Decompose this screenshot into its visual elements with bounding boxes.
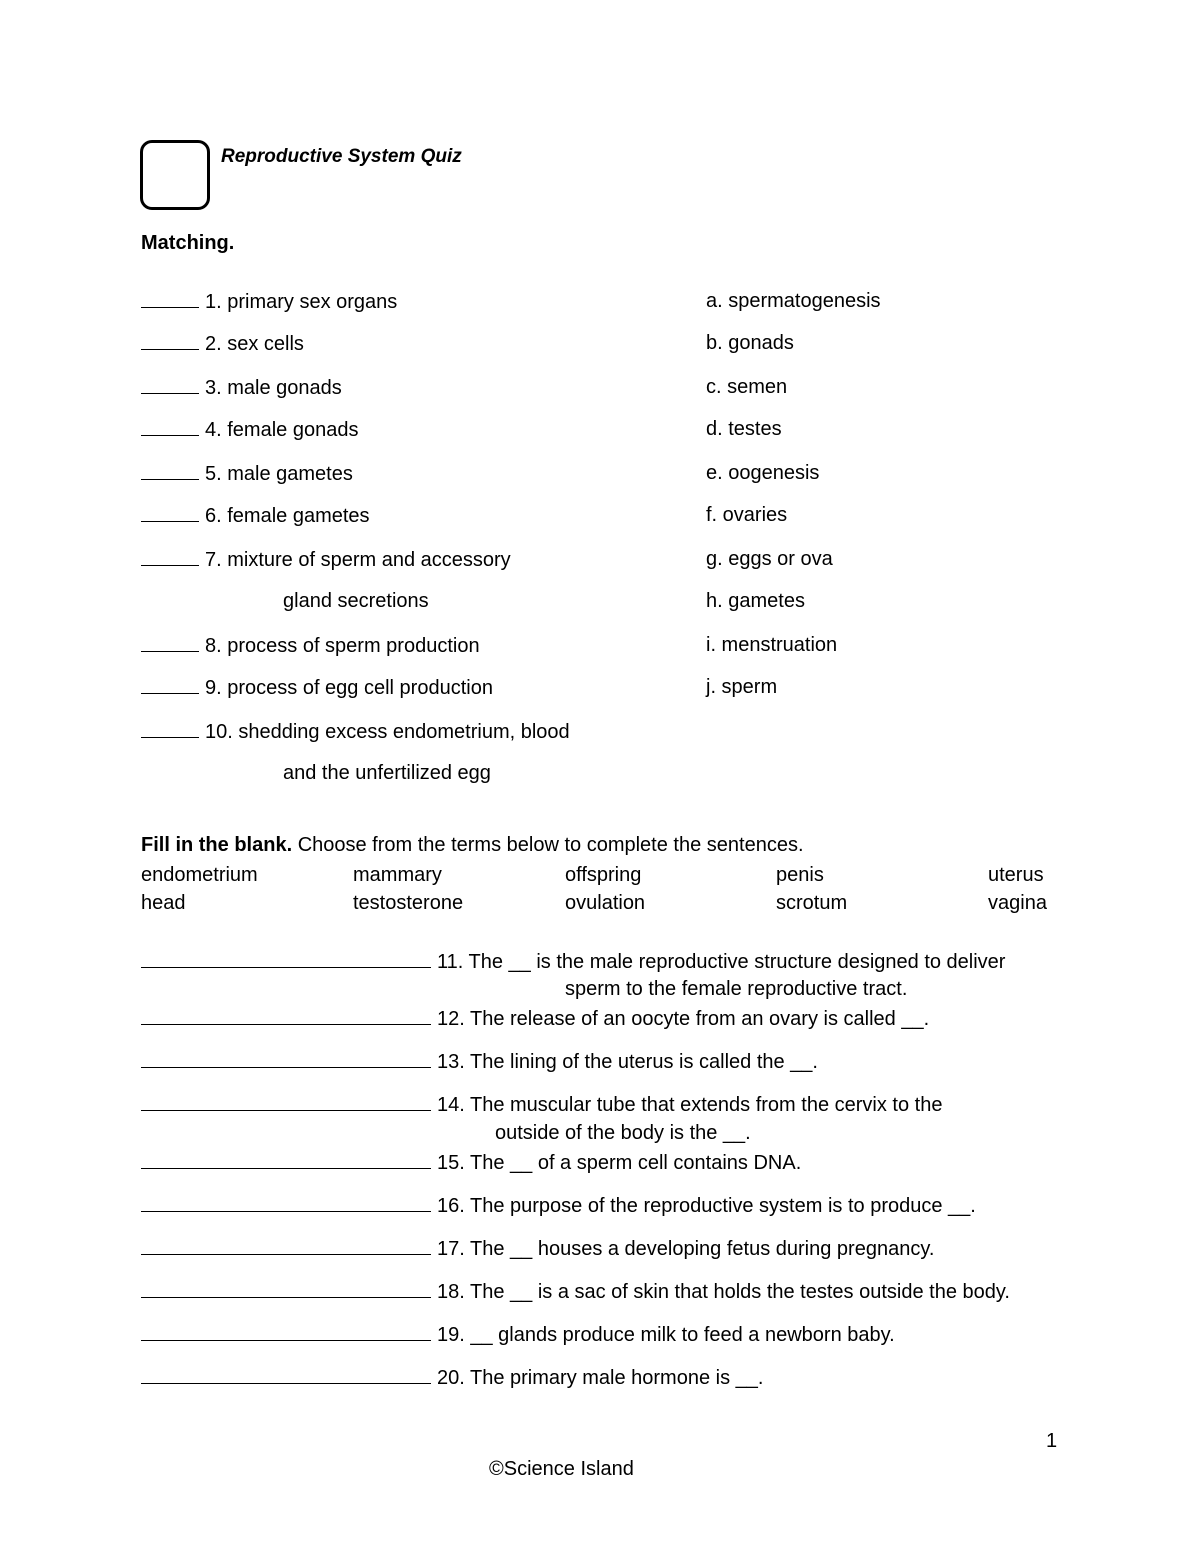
answer-option: a. spermatogenesis	[706, 290, 881, 312]
matching-item: 6. female gametes	[141, 503, 370, 528]
matching-item: 5. male gametes	[141, 461, 353, 486]
word-bank-term: uterus	[988, 864, 1044, 886]
matching-heading: Matching.	[141, 232, 235, 254]
answer-option: e. oogenesis	[706, 462, 820, 484]
answer-blank[interactable]	[141, 461, 199, 480]
fill-question: 13. The lining of the uterus is called the __.	[141, 1049, 818, 1074]
fill-blank[interactable]	[141, 949, 431, 968]
word-bank-term: penis	[776, 864, 824, 886]
matching-item: 2. sex cells	[141, 331, 304, 356]
fill-blank[interactable]	[141, 1150, 431, 1169]
word-bank-term: head	[141, 892, 186, 914]
word-bank-term: vagina	[988, 892, 1047, 914]
word-bank-term: mammary	[353, 864, 442, 886]
fill-question-continuation: sperm to the female reproductive tract.	[565, 978, 908, 1000]
matching-item: 3. male gonads	[141, 375, 342, 400]
matching-item: 10. shedding excess endometrium, blood	[141, 719, 570, 744]
page-number: 1	[1046, 1430, 1058, 1452]
answer-blank[interactable]	[141, 417, 199, 436]
matching-item: 8. process of sperm production	[141, 633, 480, 658]
answer-blank[interactable]	[141, 331, 199, 350]
fill-instructions: Choose from the terms below to complete the sentences.	[297, 834, 804, 856]
fill-blank[interactable]	[141, 1092, 431, 1111]
score-box[interactable]	[140, 140, 210, 210]
matching-item: 1. primary sex organs	[141, 289, 397, 314]
word-bank-term: offspring	[565, 864, 642, 886]
fill-question: 15. The __ of a sperm cell contains DNA.	[141, 1150, 801, 1175]
quiz-title: Reproductive System Quiz	[221, 146, 462, 167]
fill-question: 17. The __ houses a developing fetus during pregnancy.	[141, 1236, 934, 1261]
fill-blank[interactable]	[141, 1193, 431, 1212]
fill-blank[interactable]	[141, 1322, 431, 1341]
fill-heading	[141, 833, 804, 857]
fill-question: 20. The primary male hormone is __.	[141, 1365, 763, 1390]
fill-question: 16. The purpose of the reproductive system is to produce __.	[141, 1193, 976, 1218]
fill-question: 19. __ glands produce milk to feed a newborn baby.	[141, 1322, 895, 1347]
word-bank-term: ovulation	[565, 892, 646, 914]
fill-blank[interactable]	[141, 1236, 431, 1255]
fill-blank[interactable]	[141, 1365, 431, 1384]
answer-blank[interactable]	[141, 503, 199, 522]
fill-question: 14. The muscular tube that extends from the cervix to the	[141, 1092, 942, 1117]
answer-blank[interactable]	[141, 289, 199, 308]
answer-blank[interactable]	[141, 633, 199, 652]
word-bank-term: scrotum	[776, 892, 848, 914]
fill-blank[interactable]	[141, 1006, 431, 1025]
fill-question: 18. The __ is a sac of skin that holds the testes outside the body.	[141, 1279, 1010, 1304]
answer-option: c. semen	[706, 376, 788, 398]
answer-blank[interactable]	[141, 675, 199, 694]
word-bank-term: testosterone	[353, 892, 464, 914]
fill-question: 12. The release of an oocyte from an ovary is called __.	[141, 1006, 929, 1031]
answer-option: d. testes	[706, 418, 782, 440]
matching-item-continuation: gland secretions	[283, 590, 429, 612]
fill-heading-label: Fill in the blank.	[141, 834, 293, 856]
fill-question-continuation: outside of the body is the __.	[495, 1122, 751, 1144]
matching-item: 9. process of egg cell production	[141, 675, 493, 700]
answer-blank[interactable]	[141, 375, 199, 394]
matching-item: 4. female gonads	[141, 417, 358, 442]
answer-option: j. sperm	[706, 676, 778, 698]
fill-blank[interactable]	[141, 1049, 431, 1068]
answer-option: g. eggs or ova	[706, 548, 833, 570]
matching-item-continuation: and the unfertilized egg	[283, 762, 491, 784]
answer-blank[interactable]	[141, 547, 199, 566]
fill-blank[interactable]	[141, 1279, 431, 1298]
copyright: ©Science Island	[489, 1458, 634, 1480]
matching-item: 7. mixture of sperm and accessory	[141, 547, 511, 572]
word-bank-term: endometrium	[141, 864, 258, 886]
answer-option: f. ovaries	[706, 504, 788, 526]
answer-blank[interactable]	[141, 719, 199, 738]
answer-option: h. gametes	[706, 590, 805, 612]
fill-question: 11. The __ is the male reproductive structure designed to deliver	[141, 949, 1005, 974]
answer-option: i. menstruation	[706, 634, 838, 656]
answer-option: b. gonads	[706, 332, 794, 354]
